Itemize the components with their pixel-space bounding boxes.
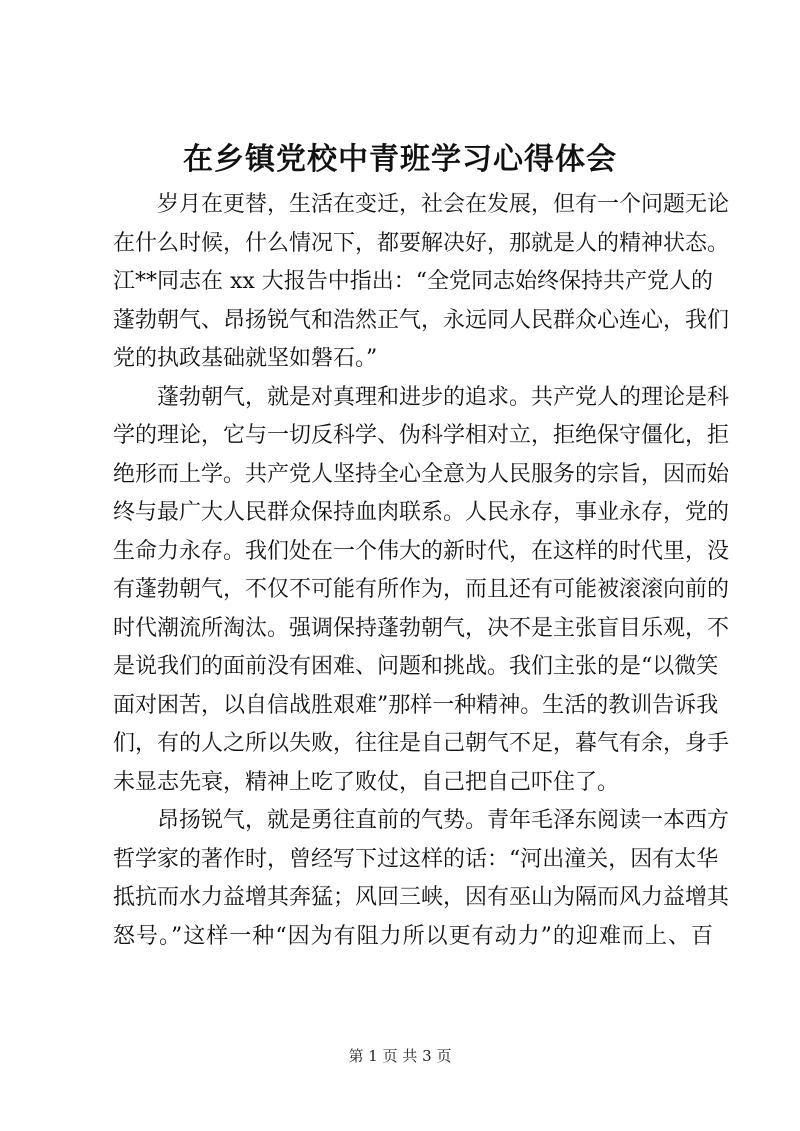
paragraph-2-line-7: 时代潮流所淘汰。强调保持蓬勃朝气，决不是主张盲目乐观，不: [113, 615, 730, 641]
paragraph-2-line-4: 终与最广大人民群众保持血肉联系。人民永存，事业永存，党的: [113, 500, 730, 525]
paragraph-3-line-2: 哲学家的著作时，曾经写下过这样的话：“河出潼关，因有太华: [113, 846, 719, 872]
paragraph-1-line-5: 党的执政基础就坚如磐石。”: [113, 346, 378, 371]
paragraph-2-line-3: 绝形而上学。共产党人坚持全心全意为人民服务的宗旨，因而始: [113, 461, 730, 487]
paragraph-3-line-1: 昂扬锐气，就是勇往直前的气势。青年毛泽东阅读一本西方: [157, 808, 730, 833]
paragraph-3-line-4: 怒号。”这样一种“因为有阻力所以更有动力”的迎难而上、百: [113, 923, 713, 949]
paragraph-1-line-2: 在什么时候，什么情况下，都要解决好，那就是人的精神状态。: [113, 230, 730, 256]
paragraph-2-line-2: 学的理论，它与一切反科学、伪科学相对立，拒绝保守僵化，拒: [113, 423, 730, 448]
paragraph-3-line-3: 抵抗而水力益增其奔猛；风回三峡，因有巫山为隔而风力益增其: [113, 885, 730, 910]
paragraph-1-line-3: 江**同志在 xx 大报告中指出：“全党同志始终保持共产党人的: [113, 269, 714, 294]
paragraph-2-line-5: 生命力永存。我们处在一个伟大的新时代，在这样的时代里，没: [113, 538, 730, 564]
paragraph-1-line-1: 岁月在更替，生活在变迁，社会在发展，但有一个问题无论: [157, 192, 730, 217]
paragraph-2-line-1: 蓬勃朝气，就是对真理和进步的追求。共产党人的理论是科: [157, 384, 730, 410]
paragraph-2-line-8: 是说我们的面前没有困难、问题和挑战。我们主张的是“以微笑: [113, 654, 719, 679]
document-body: [113, 186, 730, 956]
paragraph-2-line-10: 们，有的人之所以失败，往往是自己朝气不足，暮气有余，身手: [113, 731, 730, 756]
paragraph-1-line-4: 蓬勃朝气、昂扬锐气和浩然正气，永远同人民群众心连心，我们: [113, 307, 730, 333]
document-title: 在乡镇党校中青班学习心得体会: [183, 142, 617, 177]
paragraph-2-line-9: 面对困苦，以自信战胜艰难”那样一种精神。生活的教训告诉我: [113, 692, 719, 718]
paragraph-2-line-11: 未显志先衰，精神上吃了败仗，自己把自己吓住了。: [113, 769, 620, 795]
paragraph-2-line-6: 有蓬勃朝气，不仅不可能有所作为，而且还有可能被滚滚向前的: [113, 577, 730, 602]
page-footer: 第 1 页 共 3 页: [348, 1047, 452, 1065]
